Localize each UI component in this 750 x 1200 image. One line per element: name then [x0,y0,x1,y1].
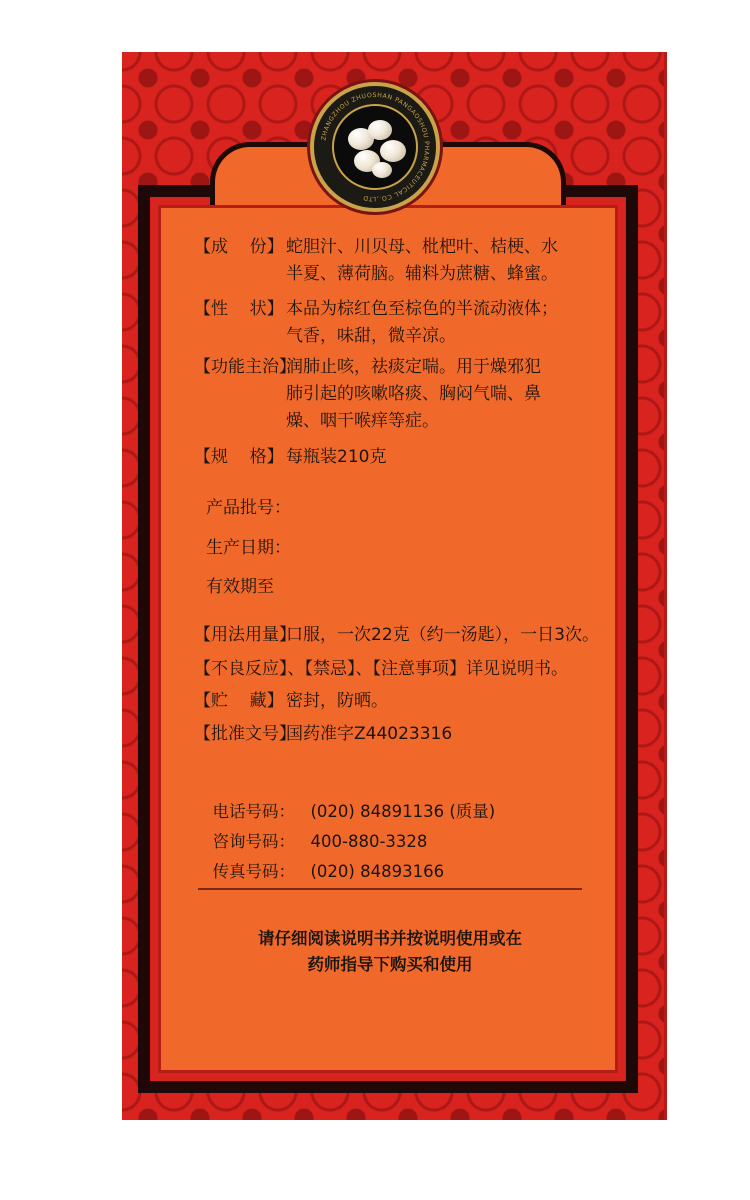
section-line: 密封，防晒。 [286,691,388,711]
contact-key: 咨询号码： [212,832,295,851]
batch-number-label: 产品批号： [206,498,291,518]
section-line: 肺引起的咳嗽咯痰、胸闷气喘、鼻 [286,384,541,404]
section-line: 半夏、薄荷脑。辅料为蔗糖、蜂蜜。 [286,264,558,284]
section-ingredients [194,234,594,288]
nut-icon [372,162,392,178]
contact-value: (020) 84891136 (质量) [310,802,496,821]
section-label: 【批准文号】 [194,724,296,744]
section-functions [194,354,594,435]
section-line: 口服，一次22克（约一汤匙），一日3次。 [286,625,599,645]
contact-value: 400-880-3328 [310,832,428,851]
section-line: 每瓶装210克 [286,447,387,467]
divider-line [198,888,582,890]
contact-value: (020) 84893166 [310,862,445,881]
section-storage [194,688,594,715]
contact-key: 电话号码： [212,802,295,821]
section-label: 【成 份】 [194,237,284,257]
section-approval [194,721,594,748]
section-label: 【用法用量】 [194,625,296,645]
section-reactions: 【不良反应】、【禁忌】、【注意事项】详见说明书。 [194,659,568,679]
nut-icon [368,120,392,140]
section-line: 气香，味甜，微辛凉。 [286,326,456,346]
section-label: 【性 状】 [194,299,284,319]
contact-fax [202,839,444,883]
contact-key: 传真号码： [212,862,295,881]
notice-line-2: 药师指导下购买和使用 [307,955,473,974]
section-line: 燥、咽干喉痒等症。 [286,411,439,431]
svg-text:ZHANGZHOU ZHUOSHAN PANGAOSHOU: ZHANGZHOU ZHUOSHAN PANGAOSHOU PHARMACEUTICAL CO.,LTD [320,91,431,203]
brand-seal-logo [310,82,440,212]
section-line: 蛇胆汁、川贝母、枇杷叶、桔梗、水 [286,237,558,257]
seal-center [332,104,418,190]
section-line: 润肺止咳，祛痰定喘。用于燥邪犯 [286,357,541,377]
section-specification [194,444,594,471]
section-label: 【贮 藏】 [194,691,284,711]
section-usage [194,622,614,649]
expiry-date-label: 有效期至 [206,577,274,597]
notice-line-1: 请仔细阅读说明书并按说明使用或在 [258,929,522,948]
production-date-label: 生产日期： [206,538,291,558]
section-properties [194,296,594,350]
section-line: 本品为棕红色至棕色的半流动液体； [286,299,558,319]
section-label: 【功能主治】 [194,357,296,377]
section-label: 【规 格】 [194,447,284,467]
section-line: 国药准字Z44023316 [286,724,453,744]
nut-icon [380,140,406,162]
